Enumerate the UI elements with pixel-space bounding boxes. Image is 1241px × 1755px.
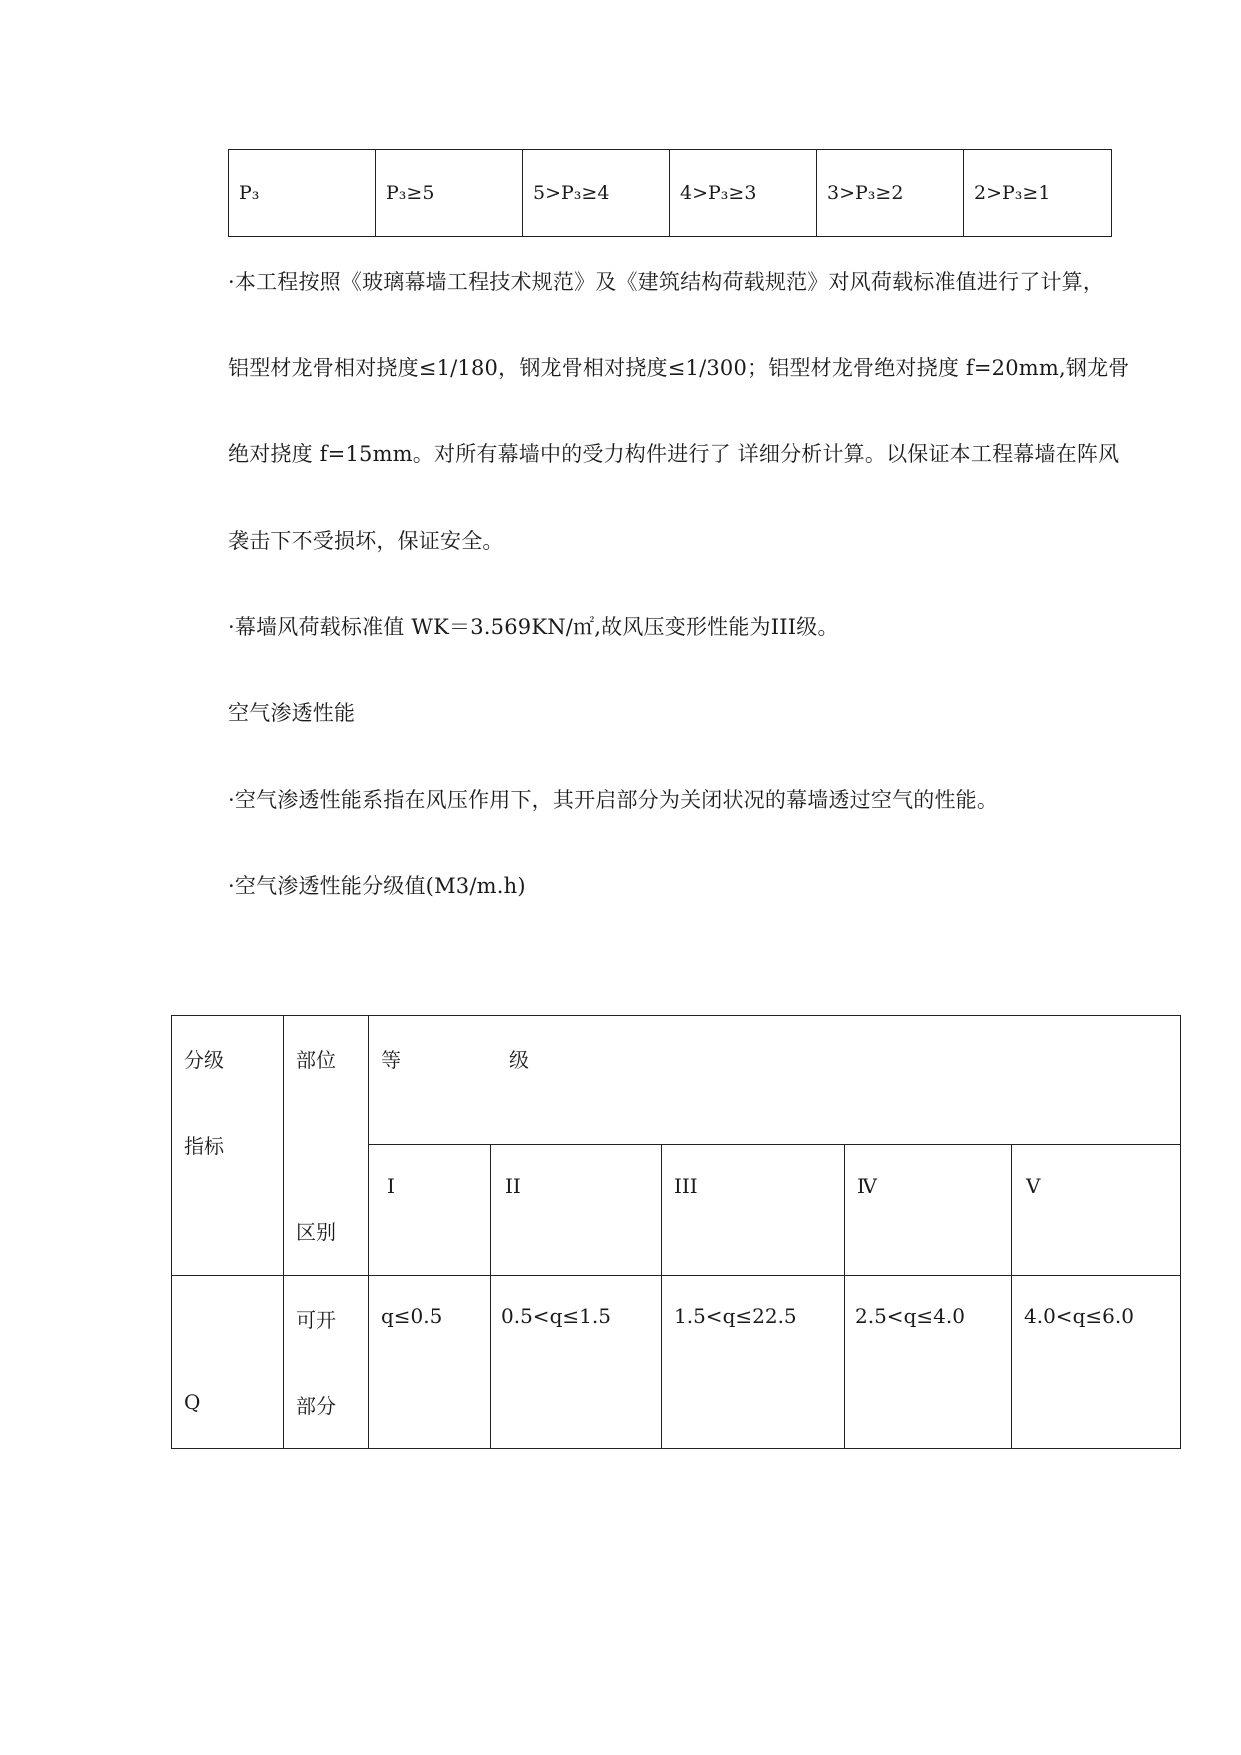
value-cell [662, 1276, 845, 1449]
cell-text: 分级 [184, 1048, 224, 1072]
header-text: 等 [381, 1048, 401, 1072]
table-cell: 3>P₃≥2 [817, 150, 964, 237]
grade-cell [369, 1145, 491, 1276]
air-permeability-table [171, 1015, 1181, 1449]
paragraph-line: ·本工程按照《玻璃幕墙工程技术规范》及《建筑结构荷载规范》对风荷载标准值进行了计算， [228, 270, 1105, 294]
table-cell [172, 1276, 284, 1449]
cell-text: 2.5<q≤4.0 [855, 1304, 965, 1328]
paragraph-line: 绝对挠度 f=15mm。对所有幕墙中的受力构件进行了 详细分析计算。以保证本工程幕墙在阵风 [228, 442, 1120, 466]
paragraph-line: 袭击下不受损坏，保证安全。 [228, 529, 504, 553]
grade-label: II [505, 1174, 521, 1198]
cell-text: 区别 [296, 1220, 336, 1244]
table-cell [369, 1016, 1181, 1145]
table-cell: 5>P₃≥4 [523, 150, 670, 237]
table-cell: 2>P₃≥1 [964, 150, 1112, 237]
table-cell: P₃ [229, 150, 376, 237]
grade-label: III [674, 1174, 698, 1198]
value-cell [491, 1276, 662, 1449]
cell-text: q≤0.5 [381, 1304, 443, 1328]
paragraph: ·幕墙风荷载标准值 WK＝3.569KN/㎡,故风压变形性能为III级。 [228, 615, 839, 639]
cell-text: 指标 [184, 1134, 224, 1158]
grade-cell [662, 1145, 845, 1276]
table-row [172, 1276, 1181, 1449]
cell-text: 4.0<q≤6.0 [1024, 1304, 1134, 1328]
table-cell: 4>P₃≥3 [670, 150, 817, 237]
value-cell [845, 1276, 1012, 1449]
section-heading: 空气渗透性能 [228, 701, 356, 725]
table-cell [284, 1276, 369, 1449]
cell-text: 1.5<q≤22.5 [674, 1304, 797, 1328]
grade-cell [491, 1145, 662, 1276]
value-cell [369, 1276, 491, 1449]
cell-text: Q [184, 1390, 201, 1414]
cell-text: 0.5<q≤1.5 [501, 1304, 611, 1328]
cell-text: 部分 [296, 1394, 336, 1418]
value-cell [1012, 1276, 1181, 1449]
paragraph-line: 铝型材龙骨相对挠度≤1/180，钢龙骨相对挠度≤1/300；铝型材龙骨绝对挠度 f=20mm,钢龙骨 [228, 356, 1130, 380]
grade-label: V [1026, 1174, 1041, 1198]
table-cell [172, 1016, 284, 1276]
pressure-grade-table [228, 149, 1112, 237]
table-row [229, 150, 1112, 237]
paragraph: ·空气渗透性能系指在风压作用下，其开启部分为关闭状况的幕墙透过空气的性能。 [228, 788, 999, 812]
grade-label: Ⅳ [857, 1174, 877, 1198]
grade-label: I [387, 1174, 395, 1198]
table-cell [284, 1016, 369, 1276]
cell-text: 部位 [296, 1048, 336, 1072]
table-row [172, 1016, 1181, 1145]
paragraph: ·空气渗透性能分级值(M3/m.h) [228, 874, 526, 898]
table-cell: P₃≥5 [376, 150, 523, 237]
grade-cell [1012, 1145, 1181, 1276]
header-text: 级 [509, 1048, 529, 1072]
grade-cell [845, 1145, 1012, 1276]
cell-text: 可开 [296, 1308, 336, 1332]
